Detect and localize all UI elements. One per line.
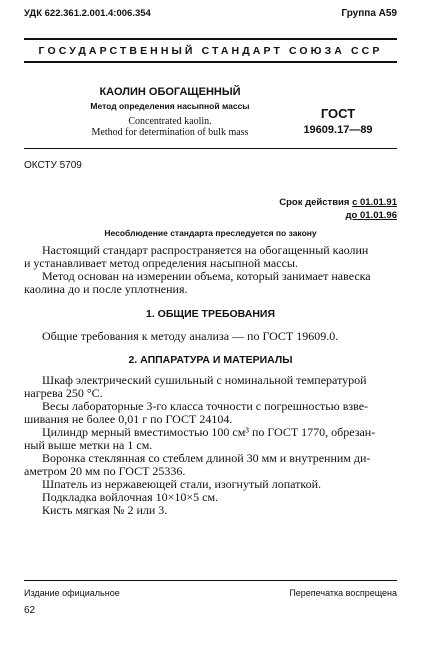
group-code: Группа А59 <box>341 8 397 19</box>
header-rule <box>24 61 397 63</box>
gost-label: ГОСТ <box>320 106 356 121</box>
section-1-heading: 1. ОБЩИЕ ТРЕБОВАНИЯ <box>145 308 275 320</box>
title-en-line2: Method for determination of bulk mass <box>91 127 249 138</box>
top-rule <box>24 38 397 40</box>
state-standard-title: ГОСУДАРСТВЕННЫЙ СТАНДАРТ СОЮЗА ССР <box>38 45 383 57</box>
official-edition-note: Издание официальное <box>24 588 120 598</box>
equipment-item: Цилиндр мерный вместимостью 100 см³ по ГОСТ 1770, обрезан- ный выше метки на 1 см. <box>24 425 376 453</box>
page-number: 62 <box>24 605 36 616</box>
footer-rule <box>24 580 397 581</box>
validity-label: Срок действия <box>279 197 350 208</box>
okstu-code: ОКСТУ 5709 <box>24 160 82 171</box>
title-method: Метод определения насыпной массы <box>90 101 250 111</box>
equipment-item: Кисть мягкая № 2 или 3. <box>42 503 168 517</box>
gost-designation <box>293 106 383 136</box>
title-main: КАОЛИН ОБОГАЩЕННЫЙ <box>99 86 241 98</box>
title-rule <box>24 148 397 149</box>
equipment-item: Воронка стеклянная со стеблем длиной 30 мм и внутренним ди- аметром 20 мм по ГОСТ 25336. <box>24 451 371 479</box>
udk-code: УДК 622.361.2.001.4:006.354 <box>24 8 151 19</box>
equipment-item: Подкладка войлочная 10×10×5 см. <box>42 490 219 504</box>
section-1-text: Общие требования к методу анализа — по ГОСТ 19609.0. <box>42 329 339 343</box>
noncompliance-notice: Несоблюдение стандарта преследуется по закону <box>104 228 317 238</box>
gost-number: 19609.17—89 <box>303 124 373 136</box>
validity-period <box>279 196 397 222</box>
equipment-item: Весы лабораторные 3-го класса точности с погрешностью взве- шивания не более 0,01 г по ГОСТ 24104. <box>24 399 369 427</box>
intro-paragraph-1: Настоящий стандарт распространяется на обогащенный каолин и устанавливает метод определения насыпной массы. <box>24 243 369 271</box>
standard-title-block <box>60 86 280 138</box>
intro-paragraph-2: Метод основан на измерении объема, который занимает навеска каолина до и после уплотнения. <box>24 269 371 297</box>
equipment-item: Шкаф электрический сушильный с номинальной температурой нагрева 250 °С. <box>24 373 367 401</box>
validity-from: с 01.01.91 <box>352 197 397 208</box>
reprint-prohibited-note: Перепечатка воспрещена <box>289 588 397 598</box>
title-en-line1: Concentrated kaolin. <box>128 116 212 127</box>
section-2-heading: 2. АППАРАТУРА И МАТЕРИАЛЫ <box>128 354 293 366</box>
equipment-item: Шпатель из нержавеющей стали, изогнутый лопаткой. <box>42 477 322 491</box>
validity-to: до 01.01.96 <box>345 210 397 221</box>
